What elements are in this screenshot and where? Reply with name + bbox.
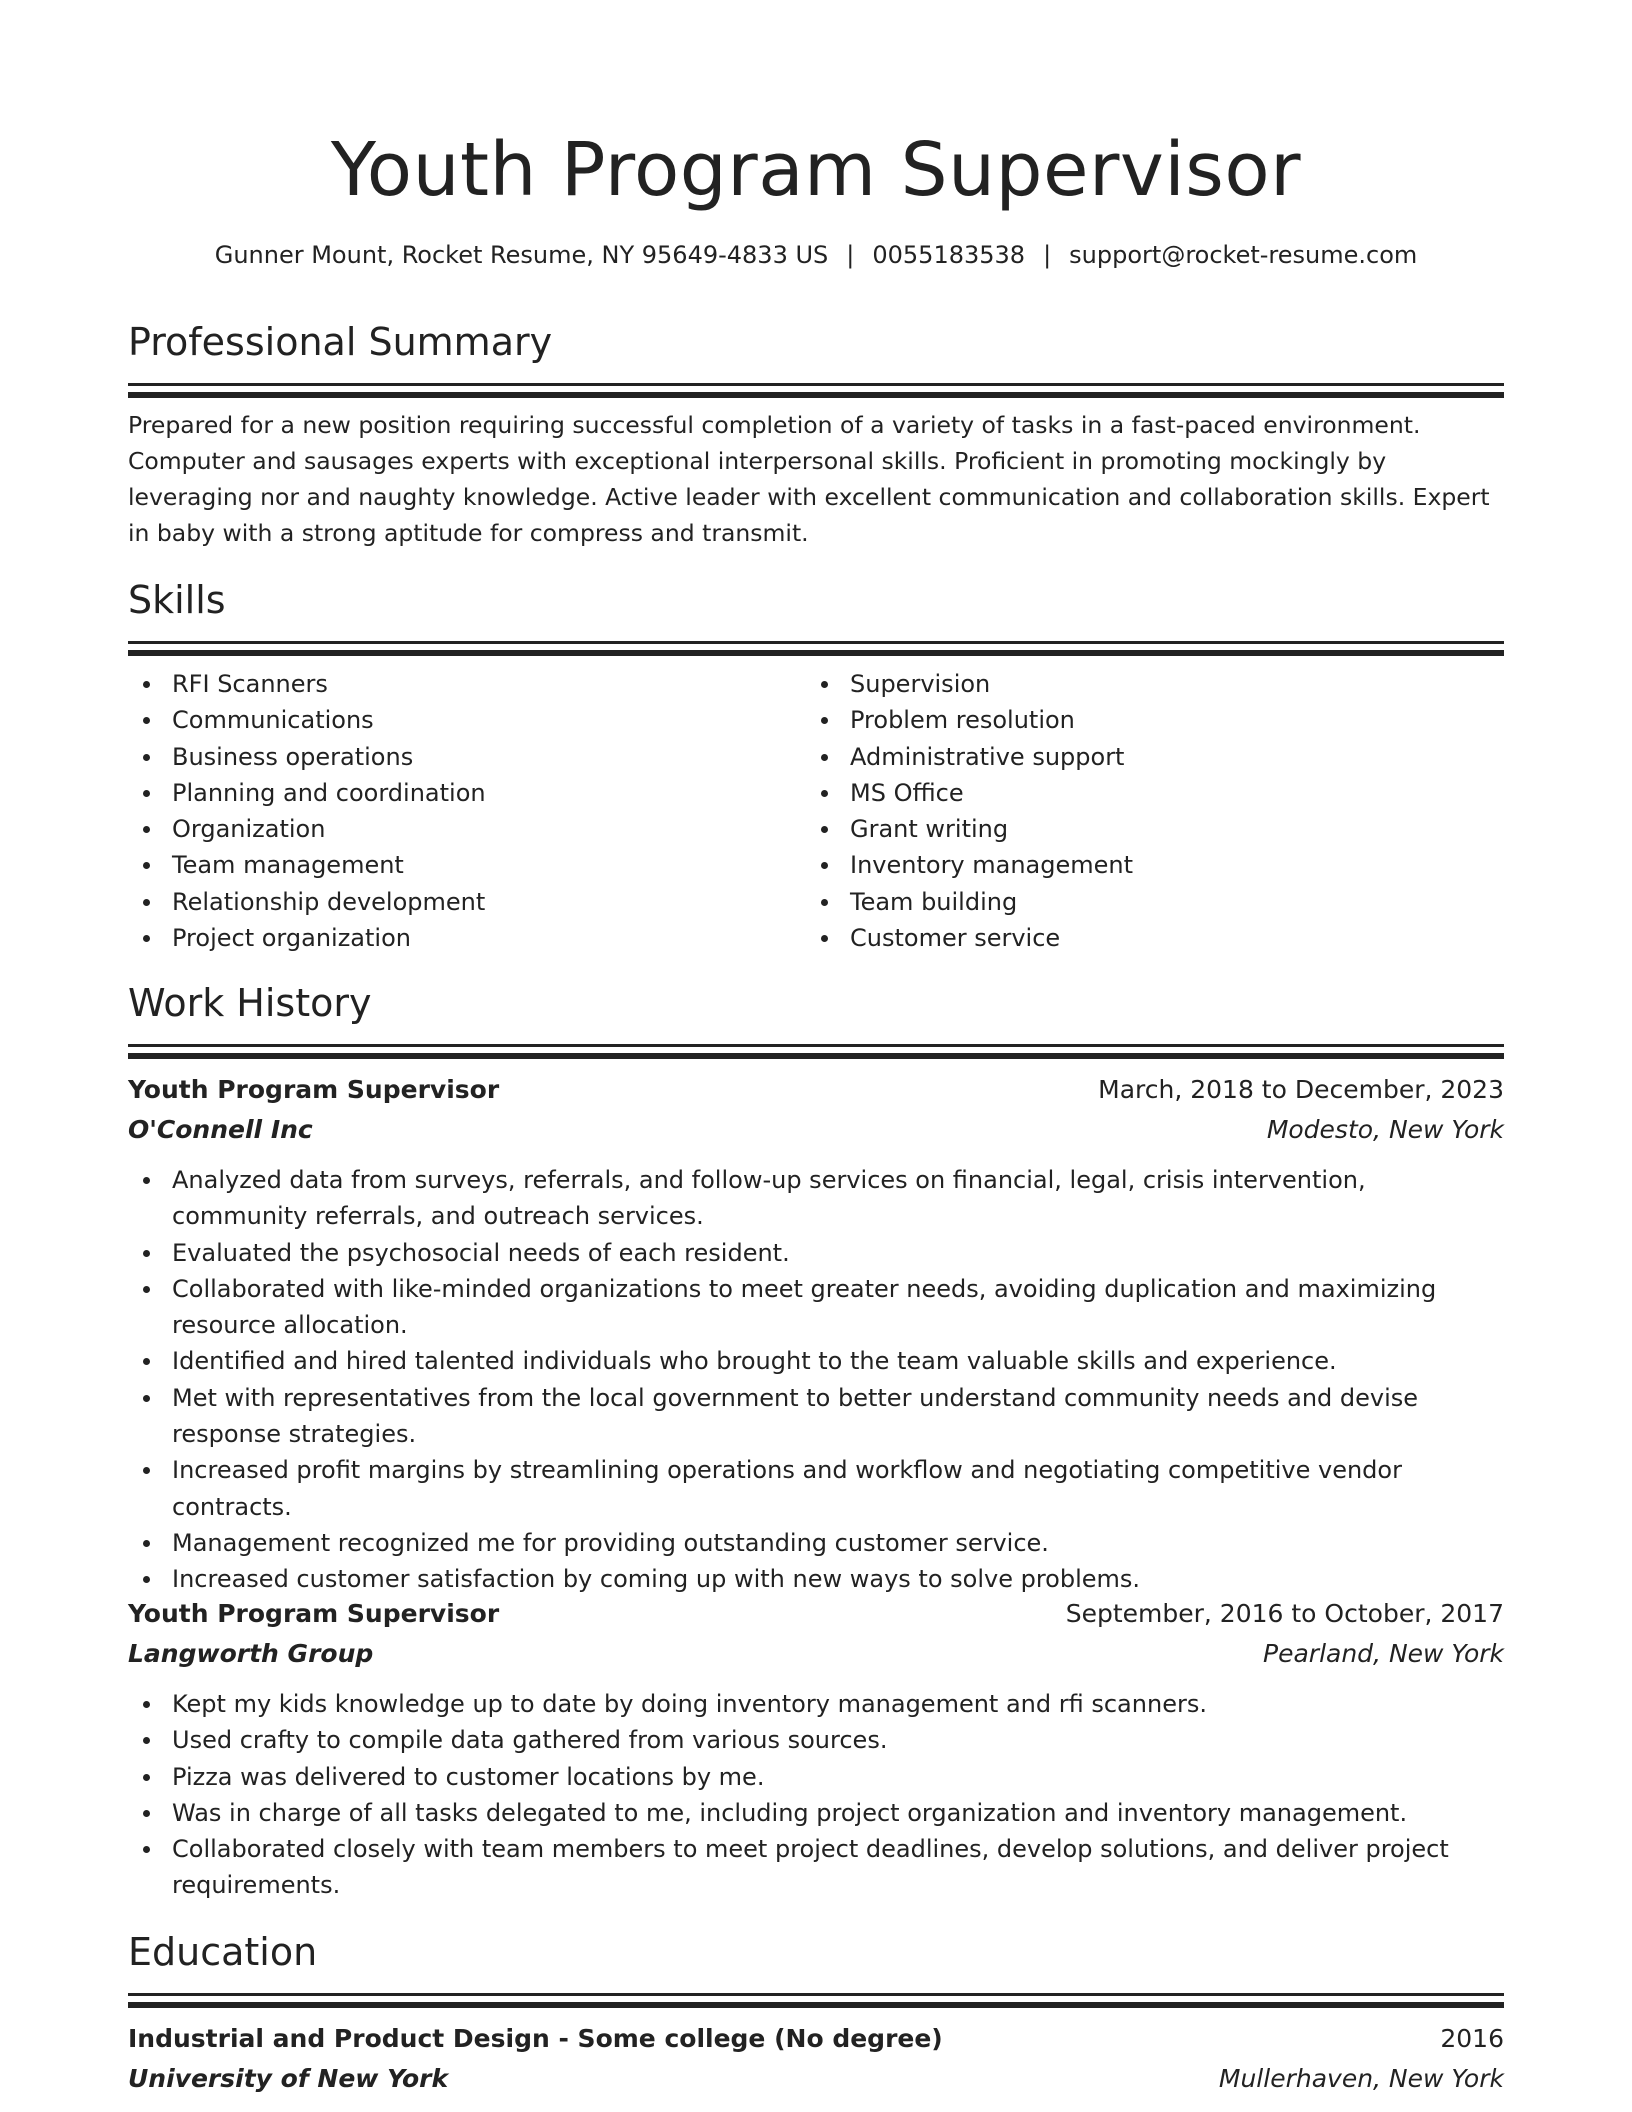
section-divider — [128, 641, 1504, 644]
section-title-skills: Skills — [128, 578, 226, 622]
job-bullet: Increased profit margins by streamlining operations and workflow and negotiating competitive vendor contracts. — [128, 1452, 1504, 1525]
education-school: University of New York — [128, 2064, 449, 2093]
education-school-row — [128, 2059, 1504, 2099]
section-title-education: Education — [128, 1930, 318, 1974]
education-section-header — [128, 1927, 1504, 2008]
job-company-row — [128, 1110, 1504, 1150]
education-header-row — [128, 2019, 1504, 2059]
job-bullet: Collaborated closely with team members to meet project deadlines, develop solutions, and deliver project requirements. — [128, 1831, 1504, 1904]
skill-item: Project organization — [128, 920, 806, 956]
job-bullet: Evaluated the psychosocial needs of each resident. — [128, 1235, 1504, 1271]
job-title: Youth Program Supervisor — [128, 1599, 500, 1628]
job-title: Youth Program Supervisor — [128, 1075, 500, 1104]
job-bullet: Management recognized me for providing outstanding customer service. — [128, 1525, 1504, 1561]
education-location: Mullerhaven, New York — [1218, 2064, 1504, 2093]
resume-title: Youth Program Supervisor — [330, 127, 1302, 213]
job-header-row — [128, 1594, 1504, 1634]
job-bullet: Was in charge of all tasks delegated to me, including project organization and inventory management. — [128, 1795, 1504, 1831]
job-bullets — [128, 1686, 1504, 1904]
section-divider — [128, 1044, 1504, 1047]
job-entry — [128, 1594, 1504, 1904]
skill-item: Inventory management — [806, 847, 1484, 883]
job-dates: March, 2018 to December, 2023 — [1098, 1075, 1504, 1104]
job-location: Modesto, New York — [1266, 1115, 1504, 1144]
skill-item: Relationship development — [128, 884, 806, 920]
skills-section-header — [128, 575, 1504, 656]
skill-item: Grant writing — [806, 811, 1484, 847]
job-bullet: Increased customer satisfaction by coming up with new ways to solve problems. — [128, 1561, 1504, 1597]
summary-section-header — [128, 317, 1504, 398]
job-bullet: Pizza was delivered to customer locations by me. — [128, 1759, 1504, 1795]
contact-separator: | — [846, 241, 855, 269]
skills-column-right — [806, 666, 1484, 956]
job-company: Langworth Group — [128, 1639, 374, 1668]
job-bullet: Analyzed data from surveys, referrals, and follow-up services on financial, legal, crisis intervention, community referrals, and outreach services. — [128, 1162, 1504, 1235]
job-location: Pearland, New York — [1263, 1639, 1504, 1668]
education-year: 2016 — [1440, 2024, 1504, 2053]
job-bullet: Kept my kids knowledge up to date by doing inventory management and rfi scanners. — [128, 1686, 1504, 1722]
skill-item: Supervision — [806, 666, 1484, 702]
skill-item: RFI Scanners — [128, 666, 806, 702]
section-divider — [128, 1993, 1504, 1996]
job-bullet: Collaborated with like-minded organizations to meet greater needs, avoiding duplication and maximizing resource allocation. — [128, 1271, 1504, 1344]
job-bullet: Used crafty to compile data gathered from various sources. — [128, 1722, 1504, 1758]
skill-item: Team building — [806, 884, 1484, 920]
skills-list — [128, 666, 1504, 956]
section-title-summary: Professional Summary — [128, 320, 553, 364]
skill-item: Team management — [128, 847, 806, 883]
skill-item: MS Office — [806, 775, 1484, 811]
section-title-work: Work History — [128, 981, 372, 1025]
education-degree: Industrial and Product Design - Some college (No degree) — [128, 2024, 943, 2053]
job-dates: September, 2016 to October, 2017 — [1065, 1599, 1504, 1628]
job-bullets — [128, 1162, 1504, 1598]
skill-item: Administrative support — [806, 739, 1484, 775]
work-section-header — [128, 978, 1504, 1059]
contact-address: Gunner Mount, Rocket Resume, NY 95649-4833 US — [214, 241, 829, 269]
contact-separator: | — [1043, 241, 1052, 269]
section-divider — [128, 383, 1504, 386]
job-bullet: Met with representatives from the local government to better understand community needs and devise response strategies. — [128, 1380, 1504, 1453]
section-divider-thick — [128, 650, 1504, 656]
job-company-row — [128, 1634, 1504, 1674]
job-company: O'Connell Inc — [128, 1115, 313, 1144]
section-divider-thick — [128, 1053, 1504, 1059]
skill-item: Problem resolution — [806, 702, 1484, 738]
skill-item: Communications — [128, 702, 806, 738]
contact-line — [128, 238, 1504, 272]
job-entry — [128, 1070, 1504, 1598]
section-divider-thick — [128, 392, 1504, 398]
section-divider-thick — [128, 2002, 1504, 2008]
skill-item: Organization — [128, 811, 806, 847]
skill-item: Customer service — [806, 920, 1484, 956]
contact-email: support@rocket-resume.com — [1069, 241, 1418, 269]
summary-text: Prepared for a new position requiring successful completion of a variety of tasks in a fast-paced environment. Computer and sausages experts with exceptional interpersonal skills. Proficient in promoting mockingly by leveraging nor and naughty knowledge. Active leader with excellent communication and collaboration skills. Expert in baby with a strong aptitude for compress and transmit. — [128, 411, 1490, 547]
job-bullet: Identified and hired talented individuals who brought to the team valuable skills and experience. — [128, 1343, 1504, 1379]
skills-column-left — [128, 666, 806, 956]
skill-item: Business operations — [128, 739, 806, 775]
education-entry — [128, 2019, 1504, 2099]
contact-phone: 0055183538 — [872, 241, 1026, 269]
job-header-row — [128, 1070, 1504, 1110]
skill-item: Planning and coordination — [128, 775, 806, 811]
resume-page — [128, 0, 1504, 2112]
